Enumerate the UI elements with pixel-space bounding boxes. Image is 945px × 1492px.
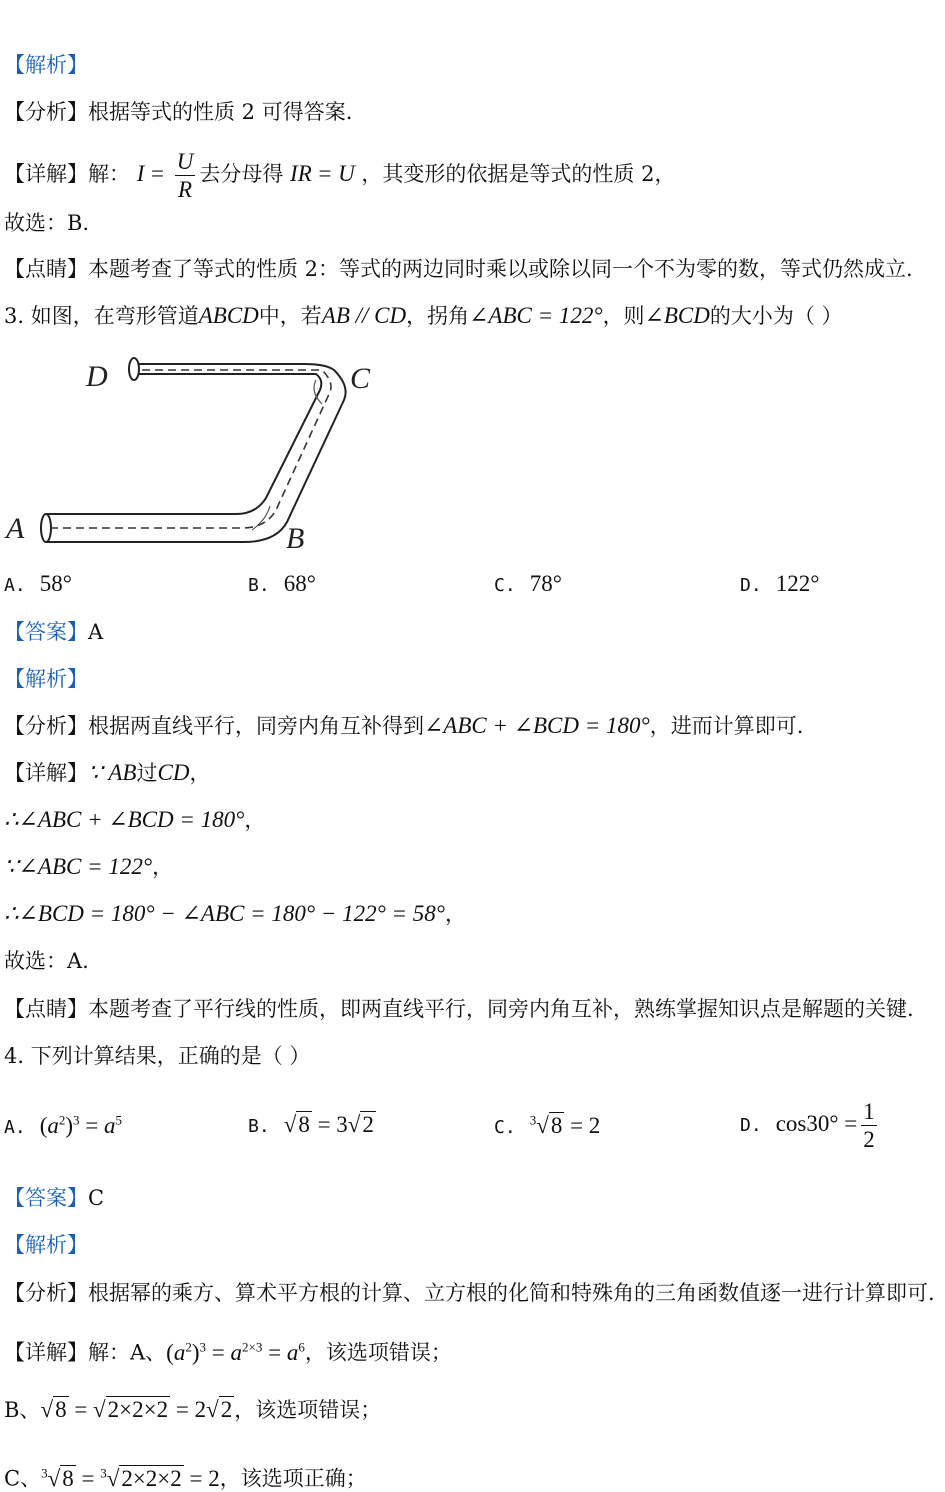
q4-option-d: D. cos30° = $\frac{1}{2}$ <box>740 1099 875 1152</box>
q4-stem: 4. 下列计算结果，正确的是（ ） <box>4 1044 311 1068</box>
label-C: C <box>350 362 371 395</box>
dianjing-line: 【点睛】本题考查了等式的性质 2：等式的两边同时乘以或除以同一个不为零的数，等式仍然成立. <box>4 257 913 281</box>
q3-dianjing: 【点睛】本题考查了平行线的性质，即两直线平行，同旁内角互补，熟练掌握知识点是解题的关键. <box>4 997 914 1021</box>
q4-xiangjie-b: B、√8 = √2×2×2 = 2√2，该选项错误； <box>4 1397 382 1422</box>
guxuan-line: 故选：B. <box>4 211 90 235</box>
q3-step4: ∴∠BCD = 180° − ∠ABC = 180° − 122° = 58°， <box>4 901 467 926</box>
q4-option-b: B. √8 = 3√2 <box>248 1112 374 1137</box>
xiangjie-line: 【详解】解： I = $\frac{U}{R}$ 去分母得 IR = U ，其变形的依据是等式的性质 2， <box>4 149 676 202</box>
q3-option-a: A. 58° <box>4 571 72 596</box>
q3-stem: 3. 如图，在弯形管道ABCD中，若AB // CD，拐角∠ABC = 122°，则∠BCD的大小为（ ） <box>4 303 843 328</box>
jiexi-heading: 【解析】 <box>4 53 88 77</box>
q3-step3: ∵∠ABC = 122°， <box>4 854 174 879</box>
q4-jiexi-heading: 【解析】 <box>4 1233 88 1257</box>
q3-option-c: C. 78° <box>494 571 562 596</box>
label-D: D <box>86 360 108 393</box>
q3-answer: 【答案】A <box>4 620 104 644</box>
q3-step2: ∴∠ABC + ∠BCD = 180°， <box>4 807 266 832</box>
q4-fenxi: 【分析】根据幂的乘方、算术平方根的计算、立方根的化简和特殊角的三角函数值逐一进行计算即可. <box>4 1281 935 1305</box>
fenxi-line: 【分析】根据等式的性质 2 可得答案. <box>4 100 353 124</box>
fraction-U-over-R: $\frac{U}{R}$ <box>176 149 194 202</box>
q3-option-b: B. 68° <box>248 571 316 596</box>
q3-fenxi: 【分析】根据两直线平行，同旁内角互补得到∠ABC + ∠BCD = 180°，进而计算即可. <box>4 713 804 738</box>
q4-xiangjie-a: 【详解】解：A、$(a^2)^3 = a^{2\times 3} = a^6$，该选项错误； <box>4 1339 452 1365</box>
q4-option-a: A. $(a^2)^3 = a^5$ <box>4 1112 123 1138</box>
label-B: B <box>286 522 305 555</box>
bent-pipe-figure <box>4 352 384 557</box>
q3-option-d: D. 122° <box>740 571 820 596</box>
q3-xiangjie-step1: 【详解】∵ AB过CD， <box>4 760 211 785</box>
q3-jiexi-heading: 【解析】 <box>4 667 88 691</box>
q3-guxuan: 故选：A. <box>4 949 89 973</box>
q4-option-c: C. $^3$√8 = 2 <box>494 1112 601 1138</box>
q4-xiangjie-c: C、$^3$√8 = $^3$√2×2×2 = 2，该选项正确； <box>4 1465 367 1491</box>
label-A: A <box>6 512 25 545</box>
q4-answer: 【答案】C <box>4 1186 105 1210</box>
